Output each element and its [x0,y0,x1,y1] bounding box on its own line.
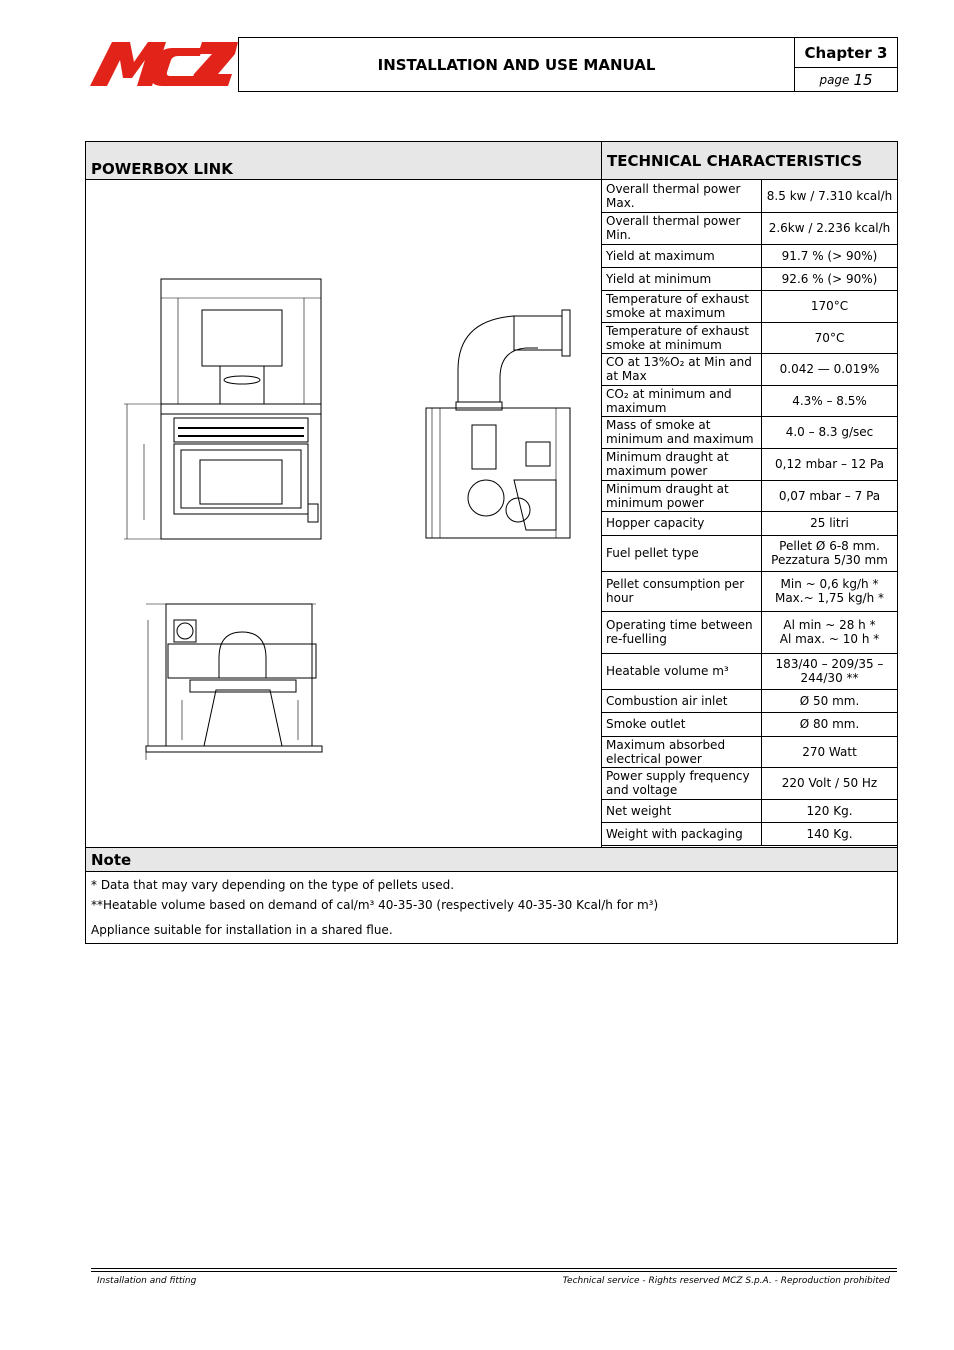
spec-label: Hopper capacity [602,511,762,535]
spec-row [602,244,897,267]
spec-value-line: 170°C [810,299,849,313]
spec-row [602,180,897,212]
spec-value-line: 220 Volt / 50 Hz [781,776,878,790]
spec-value-line: 244/30 ** [800,671,859,685]
stove-drawings-svg [86,180,602,847]
spec-row [602,535,897,571]
page-word: page [819,72,850,87]
product-title: POWERBOX LINK [91,160,233,178]
chapter-label: Chapter 3 [795,38,897,68]
spec-value-line: 2.6kw / 2.236 kcal/h [768,221,891,235]
spec-row [602,653,897,689]
spec-label: Net weight [602,799,762,822]
spec-row [602,799,897,822]
spec-value [762,416,898,448]
spec-value-line: 0,07 mbar – 7 Pa [778,488,881,503]
spec-row [602,448,897,480]
spec-value-line: 120 Kg. [806,803,853,818]
spec-row [602,290,897,322]
product-header [86,142,602,180]
spec-label: Weight with packaging [602,822,762,845]
spec-value [762,736,898,767]
spec-label: Smoke outlet [602,712,762,736]
spec-value-line: Pezzatura 5/30 mm [771,553,888,567]
spec-row [602,767,897,799]
spec-value [762,799,898,822]
spec-value-line: 183/40 – 209/35 – [775,657,884,671]
spec-label: Mass of smoke at minimum and maximum [602,416,762,448]
spec-row [602,736,897,767]
spec-value [762,480,898,511]
spec-value [762,571,898,611]
spec-row [602,353,897,385]
spec-value-line: 140 Kg. [806,826,853,841]
spec-row [602,385,897,416]
tech-characteristics-heading: TECHNICAL CHARACTERISTICS [602,142,897,180]
spec-row [602,689,897,712]
spec-value [762,822,898,845]
footer-rule [91,1271,897,1272]
spec-row [602,267,897,290]
footer-rights: Technical service - Rights reserved MCZ S.p.A. - Reproduction prohibited [562,1276,890,1286]
spec-value-line: Pellet Ø 6-8 mm. [779,539,880,553]
spec-label: Overall thermal power Max. [602,180,762,212]
spec-value-line: 92.6 % (> 90%) [781,271,878,286]
spec-value-line: Al max. ~ 10 h * [779,632,880,646]
side-view-drawing [426,310,570,538]
note-line-1: * Data that may vary depending on the type of pellets used. [91,878,455,892]
spec-row [602,212,897,244]
spec-value [762,611,898,653]
spec-value-line: 91.7 % (> 90%) [781,248,878,263]
note-line-3: Appliance suitable for installation in a shared flue. [91,923,393,937]
page-label [795,68,897,91]
spec-value [762,385,898,416]
spec-value-line: 4.3% – 8.5% [792,393,867,408]
spec-value [762,535,898,571]
spec-value [762,689,898,712]
spec-value-line: Ø 50 mm. [799,693,860,708]
spec-row [602,611,897,653]
mcz-logo [90,42,238,86]
spec-row [602,322,897,353]
footer-rule [91,1268,897,1269]
page-number: 15 [853,70,873,89]
spec-value [762,511,898,535]
spec-label: Fuel pellet type [602,535,762,571]
note-line-2: **Heatable volume based on demand of cal/m³ 40-35-30 (respectively 40-35-30 Kcal/h for m³) [91,898,659,912]
footer-section: Installation and fitting [97,1276,197,1286]
spec-value-line: 8.5 kw / 7.310 kcal/h [766,188,893,203]
spec-value-line: 70°C [814,330,845,345]
technical-drawings [86,180,602,847]
spec-label: Combustion air inlet [602,689,762,712]
spec-value [762,712,898,736]
spec-label: Temperature of exhaust smoke at maximum [602,290,762,322]
spec-row [602,416,897,448]
spec-label: Yield at maximum [602,244,762,267]
spec-value-line: Min ~ 0,6 kg/h * [780,577,879,591]
spec-label: CO₂ at minimum and maximum [602,385,762,416]
spec-value-line: 25 litri [810,516,849,530]
spec-value-line: Max.~ 1,75 kg/h * [774,591,885,605]
spec-label: Pellet consumption per hour [602,571,762,611]
spec-row [602,480,897,511]
spec-value [762,180,898,212]
chapter-box [795,37,898,92]
spec-value [762,244,898,267]
spec-label: Minimum draught at minimum power [602,480,762,511]
spec-label: Maximum absorbed electrical power [602,736,762,767]
top-view-drawing [146,604,322,760]
spec-row [602,571,897,611]
manual-title: INSTALLATION AND USE MANUAL [238,37,795,92]
front-view-drawing [124,279,321,539]
spec-value [762,767,898,799]
spec-label: Heatable volume m³ [602,653,762,689]
note-heading: Note [86,847,897,872]
spec-label: Temperature of exhaust smoke at minimum [602,322,762,353]
spec-label: Operating time between re-fuelling [602,611,762,653]
spec-row [602,712,897,736]
spec-row [602,511,897,535]
spec-value-line: 270 Watt [802,744,857,759]
spec-value [762,267,898,290]
technical-characteristics-table [602,180,897,846]
spec-value [762,353,898,385]
spec-value-line: Al min ~ 28 h * [783,618,876,632]
spec-value-line: 4.0 – 8.3 g/sec [785,425,874,439]
spec-value [762,448,898,480]
spec-row [602,822,897,845]
spec-value [762,212,898,244]
spec-label: Power supply frequency and voltage [602,767,762,799]
spec-value [762,322,898,353]
spec-value-line: 0,12 mbar – 12 Pa [775,457,884,471]
spec-value [762,653,898,689]
spec-label: Overall thermal power Min. [602,212,762,244]
spec-label: Minimum draught at maximum power [602,448,762,480]
spec-value [762,290,898,322]
spec-value-line: 0.042 — 0.019% [779,362,880,376]
spec-value-line: Ø 80 mm. [799,717,860,731]
spec-label: CO at 13%O₂ at Min and at Max [602,353,762,385]
spec-label: Yield at minimum [602,267,762,290]
